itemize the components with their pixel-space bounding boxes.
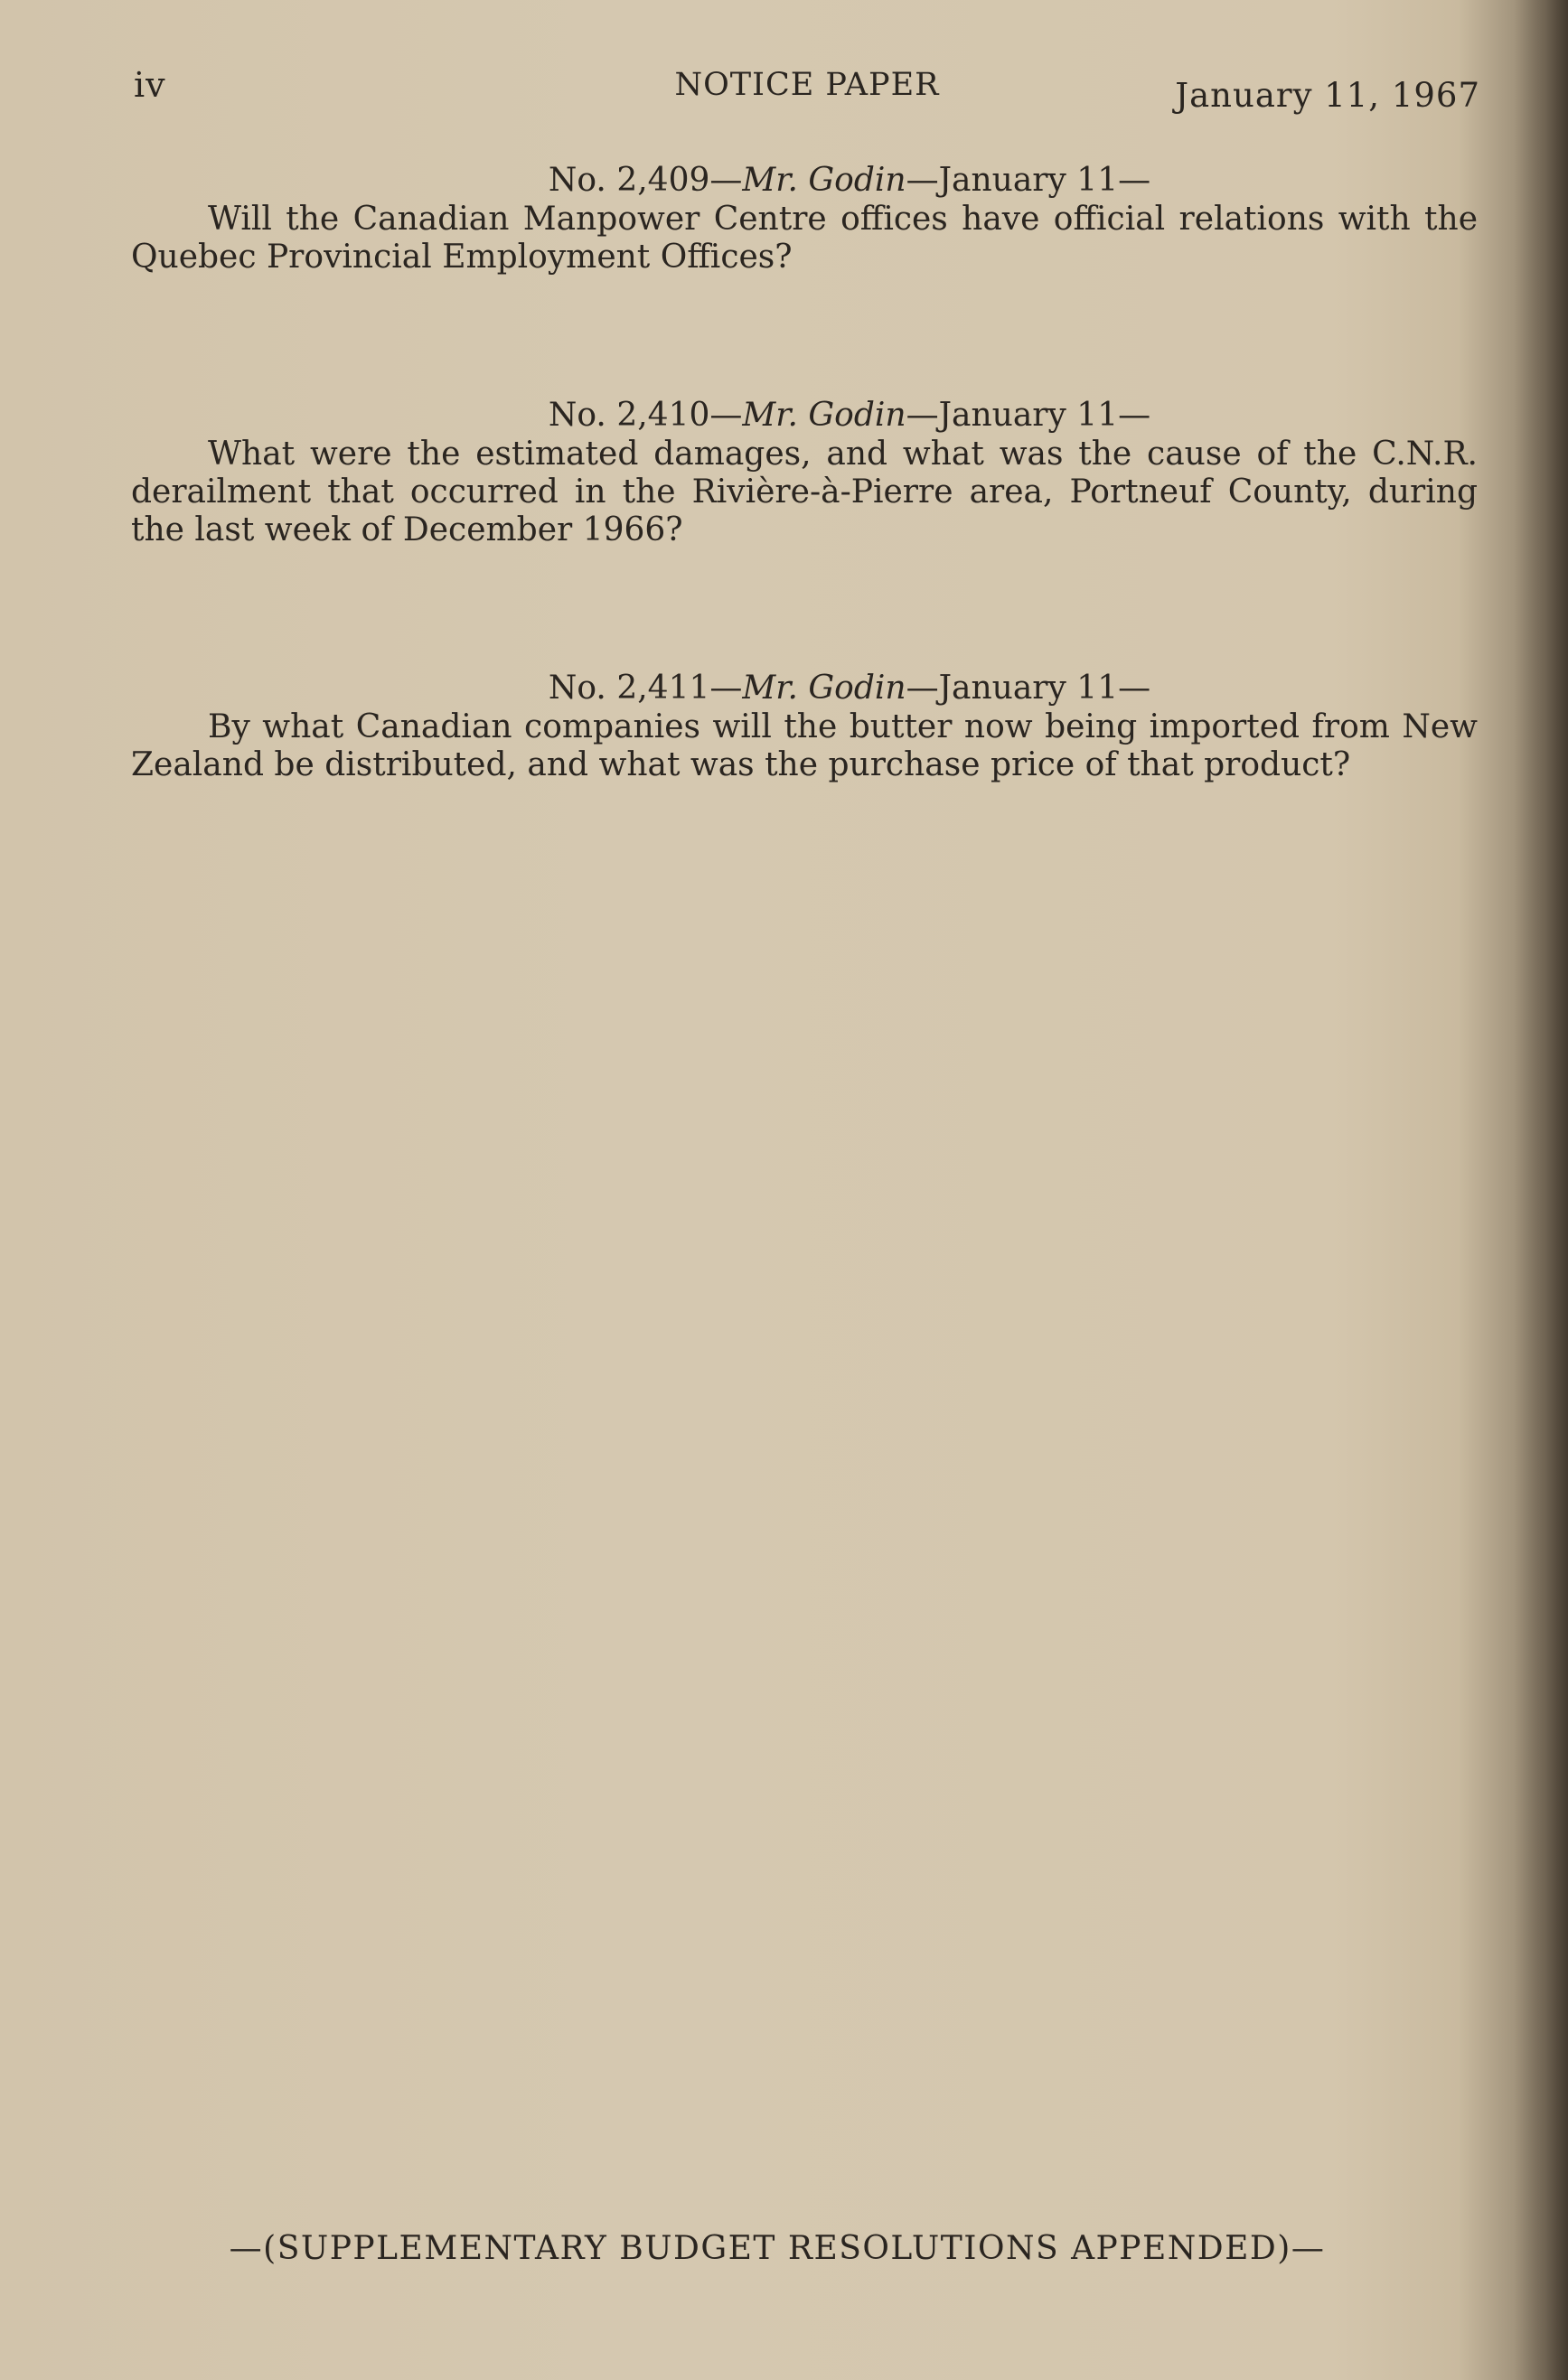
page-header (134, 65, 1480, 119)
appended-note: —(SUPPLEMENTARY BUDGET RESOLUTIONS APPENDED)— (229, 2230, 1326, 2267)
question-heading: No. 2,410—Mr. Godin—January 11— (548, 397, 1151, 434)
question-date: January 11 (938, 397, 1119, 434)
question-text: What were the estimated damages, and what was the cause of the C.N.R. derailment that occurred in the Rivière-à-Pierre area, Portneuf County, during the last week of December 1966? (131, 436, 1478, 548)
question-member: Mr. Godin (742, 397, 906, 434)
question-number: No. 2,411 (548, 670, 710, 707)
binding-shadow (1514, 0, 1568, 2380)
question-2410 (131, 396, 1478, 549)
question-heading: No. 2,411—Mr. Godin—January 11— (548, 670, 1151, 707)
question-member: Mr. Godin (742, 162, 906, 199)
running-title: NOTICE PAPER (674, 67, 940, 103)
page-number: iv (134, 65, 166, 105)
question-heading: No. 2,409—Mr. Godin—January 11— (548, 162, 1151, 199)
header-date: January 11, 1967 (1175, 76, 1480, 115)
question-number: No. 2,409 (548, 162, 710, 199)
question-number: No. 2,410 (548, 397, 710, 434)
question-2411 (131, 669, 1478, 784)
question-2409 (131, 161, 1478, 276)
question-member: Mr. Godin (742, 670, 906, 707)
question-date: January 11 (938, 670, 1119, 707)
question-text: Will the Canadian Manpower Centre offices have official relations with the Quebec Provincial Employment Offices? (131, 201, 1478, 276)
question-text: By what Canadian companies will the butter now being imported from New Zealand be distributed, and what was the purchase price of that product? (131, 708, 1478, 783)
question-date: January 11 (938, 162, 1119, 199)
